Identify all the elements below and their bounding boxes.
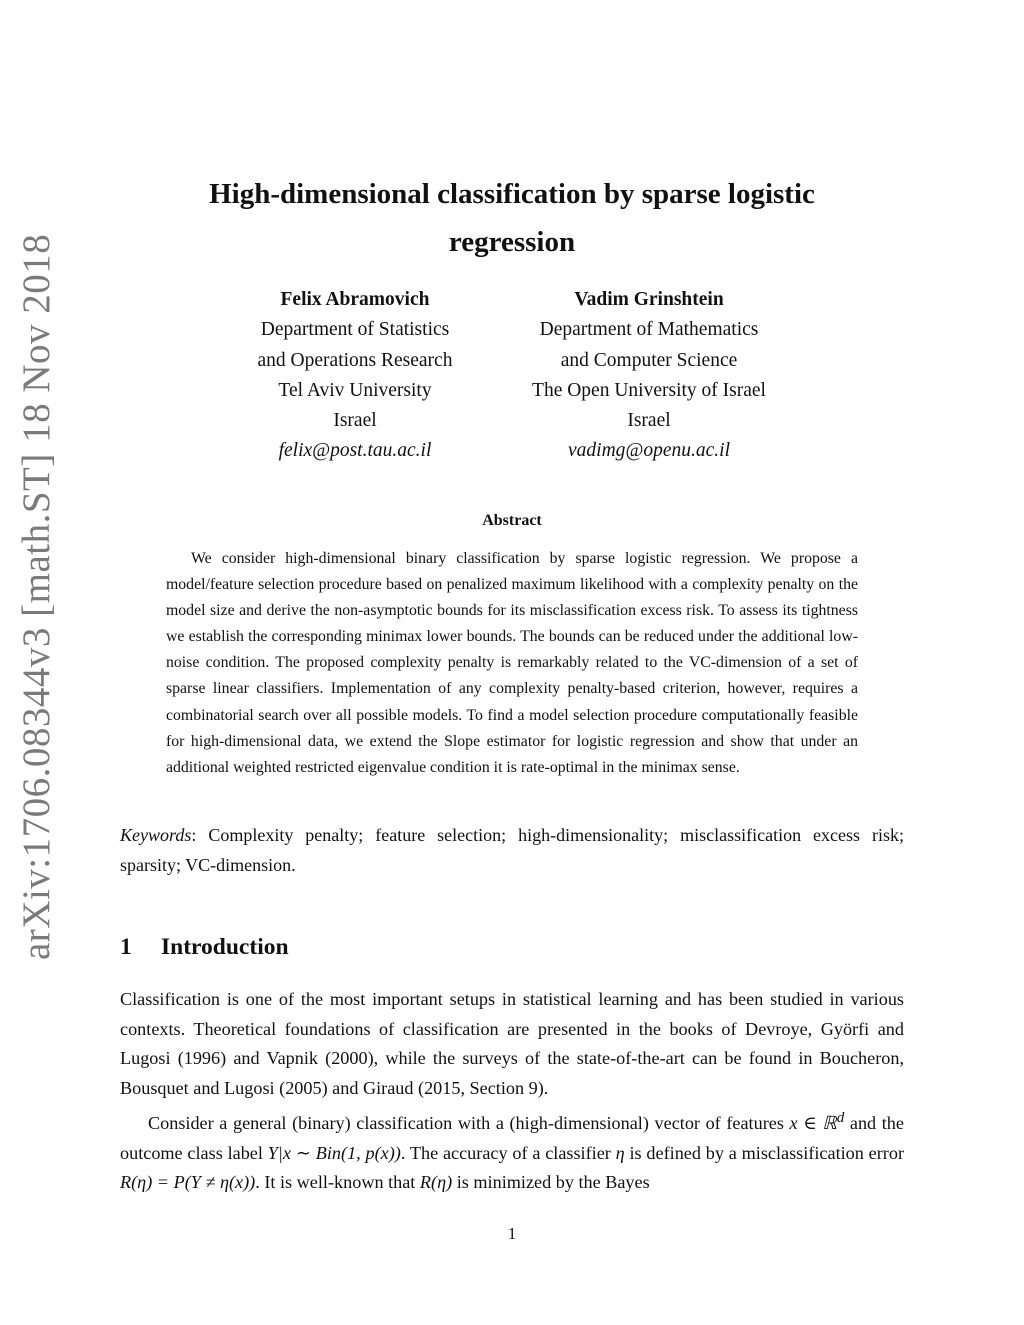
author-email: felix@post.tau.ac.il <box>278 440 432 462</box>
author-email: vadimg@openu.ac.il <box>568 440 730 462</box>
math-superscript: d <box>836 1109 845 1126</box>
author-name: Felix Abramovich <box>280 289 430 310</box>
math-expression: η <box>615 1142 625 1163</box>
math-expression: R(η) <box>419 1172 453 1193</box>
keywords <box>120 821 904 880</box>
author-block-2 <box>499 285 799 467</box>
intro-paragraph-2 <box>120 1103 904 1198</box>
abstract-text: We consider high-dimensional binary classification by sparse logistic regression. We propose a model/feature selection procedure based on penalized maximum likelihood with a complexity penalty on the model size and derive the non-asymptotic bounds for its misclassification excess risk. To assess its tightness we establish the corresponding minimax lower bounds. The bounds can be reduced under the additional low-noise condition. The proposed complexity penalty is remarkably related to the VC-dimension of a set of sparse linear classifiers. Implementation of any complexity penalty-based criterion, however, requires a combinatorial search over all possible models. To find a model selection procedure computationally feasible for high-dimensional data, we extend the Slope estimator for logistic regression and show that under an additional weighted restricted eigenvalue condition it is rate-optimal in the minimax sense. <box>166 550 858 776</box>
author-department: Department of Mathematics <box>539 319 759 341</box>
author-department: and Operations Research <box>257 349 453 371</box>
text-run: . The accuracy of a classifier <box>400 1142 616 1163</box>
arxiv-identifier-stamp: arXiv:1706.08344v3 [math.ST] 18 Nov 2018 <box>15 233 58 960</box>
author-institution: Tel Aviv University <box>278 379 432 401</box>
keywords-label: Keywords <box>120 825 192 845</box>
author-country: Israel <box>333 410 377 432</box>
author-institution: The Open University of Israel <box>532 379 766 401</box>
author-block-1 <box>205 285 505 467</box>
section-heading <box>120 934 720 961</box>
text-run: Consider a general (binary) classification with a (high-dimensional) vector of features <box>148 1113 790 1134</box>
text-run: is defined by a misclassification error <box>624 1142 905 1163</box>
keywords-text: : Complexity penalty; feature selection; high-dimensionality; misclassification excess risk; sparsity; VC-dimension. <box>120 825 904 875</box>
section-number: 1 <box>120 934 132 960</box>
author-department: and Computer Science <box>560 349 738 371</box>
page-number: 1 <box>507 1224 517 1243</box>
math-expression: R(η) = P(Y ≠ η(x)) <box>120 1172 256 1193</box>
math-expression: Y|x ∼ Bin(1, p(x)) <box>267 1142 401 1163</box>
math-expression: x ∈ ℝ <box>789 1113 837 1134</box>
section-title: Introduction <box>161 934 289 960</box>
intro-paragraph-1: Classification is one of the most important setups in statistical learning and has been studied in various contexts. Theoretical foundations of classification are presented in the books of Devroye, Györfi and Lugosi (1996) and Vapnik (2000), while the surveys of the state-of-the-art can be found in Boucheron, Bousquet and Lugosi (2005) and Giraud (2015, Section 9). <box>120 989 904 1098</box>
author-name: Vadim Grinshtein <box>574 289 724 310</box>
author-country: Israel <box>627 410 671 432</box>
text-run: is minimized by the Bayes <box>452 1172 650 1193</box>
abstract-heading: Abstract <box>482 512 542 529</box>
author-department: Department of Statistics <box>260 319 450 341</box>
paper-title: High-dimensional classification by sparse logistic regression <box>209 178 815 258</box>
text-run: . It is well-known that <box>255 1172 420 1193</box>
text-run: and the outcome class label <box>120 1113 904 1163</box>
